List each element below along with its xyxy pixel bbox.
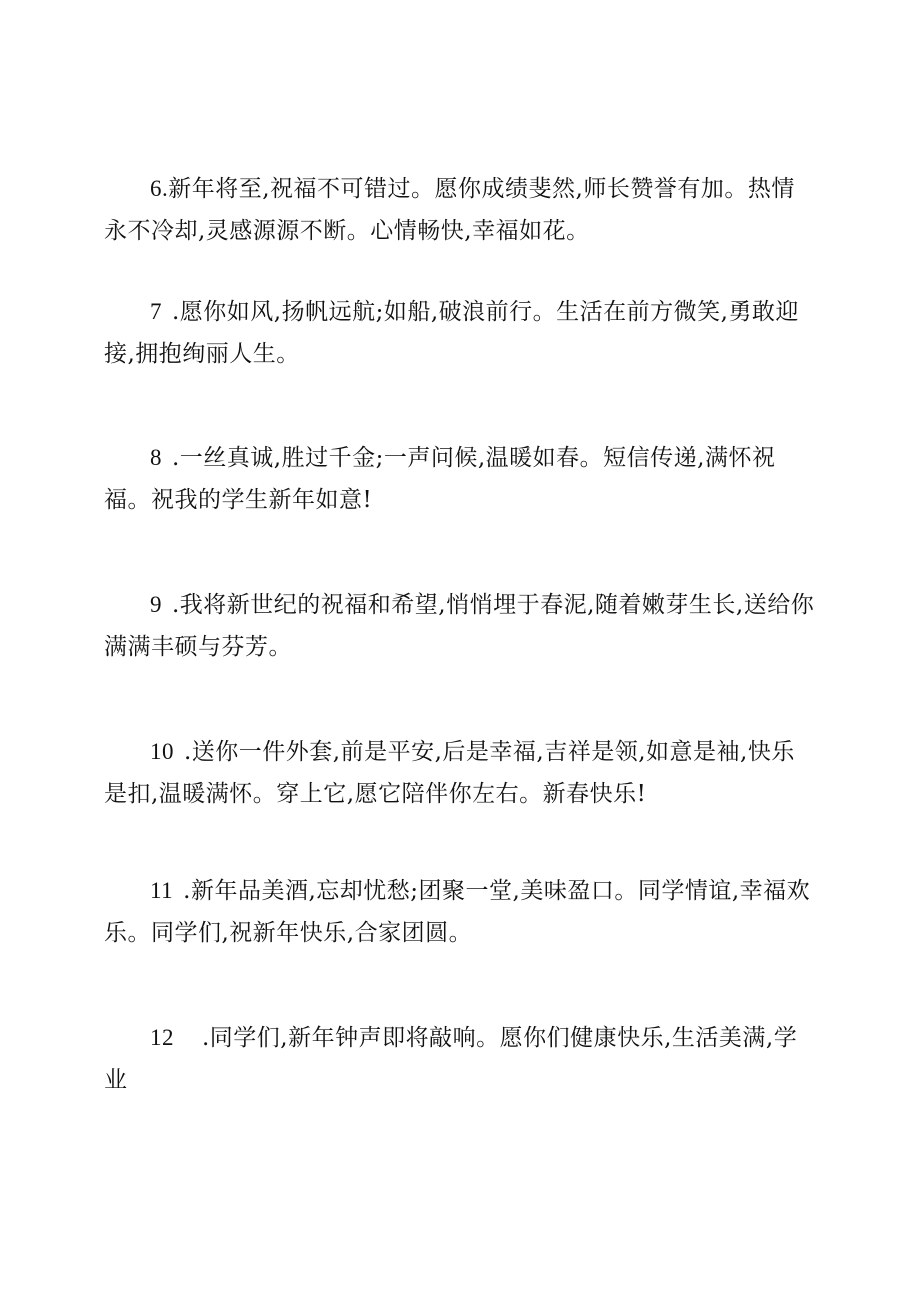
paragraph-text: 永不冷却,灵感源源不断。心情畅快,幸福如花。 [104,218,590,244]
item-number: 12 [150,1025,174,1050]
paragraph-line [104,1017,810,1059]
item-number: 11 [150,878,174,903]
paragraph-line [104,870,810,912]
paragraph-text: 新年将至,祝福不可错过。愿你成绩斐然,师长赞誉有加。热情 [168,176,795,202]
paragraph-12 [104,1017,810,1101]
paragraph-text: .愿你如风,扬帆远航;如船,破浪前行。生活在前方微笑,勇敢迎 [172,299,799,325]
paragraph-text: .新年品美酒,忘却忧愁;团聚一堂,美味盈口。同学情谊,幸福欢 [183,878,811,904]
paragraph-line [104,584,815,626]
paragraph-text: 满满丰硕与芬芳。 [104,634,292,660]
paragraph-text: 是扣,温暖满怀。穿上它,愿它陪伴你左右。新春快乐! [104,781,647,807]
paragraph-8 [104,437,810,521]
paragraph-11 [104,870,810,954]
item-number: 9 [150,592,162,617]
paragraph-text: 接,拥抱绚丽人生。 [104,341,300,367]
paragraph-line [104,437,810,479]
paragraph-line [104,291,810,333]
item-number: 8 [150,445,162,470]
paragraph-10 [104,731,810,815]
paragraph-text: 福。祝我的学生新年如意! [104,487,373,513]
paragraph-text: 乐。同学们,祝新年快乐,合家团圆。 [104,920,473,946]
item-number: 7 [150,299,162,324]
paragraph-line [104,731,810,773]
item-number: 6. [150,176,169,201]
item-number: 10 [150,739,174,764]
paragraph-9 [104,584,815,668]
paragraph-7 [104,291,810,375]
paragraph-text: 业 [104,1067,128,1093]
paragraph-text: .一丝真诚,胜过千金;一声问候,温暖如春。短信传递,满怀祝 [172,445,776,471]
paragraph-line [104,168,810,210]
paragraph-text: .送你一件外套,前是平安,后是幸福,吉祥是领,如意是袖,快乐 [184,739,795,765]
paragraph-text: .同学们,新年钟声即将敲响。愿你们健康快乐,生活美满,学 [202,1025,798,1051]
paragraph-text: .我将新世纪的祝福和希望,悄悄埋于春泥,随着嫩芽生长,送给你 [172,592,815,618]
paragraph-6 [104,168,810,252]
